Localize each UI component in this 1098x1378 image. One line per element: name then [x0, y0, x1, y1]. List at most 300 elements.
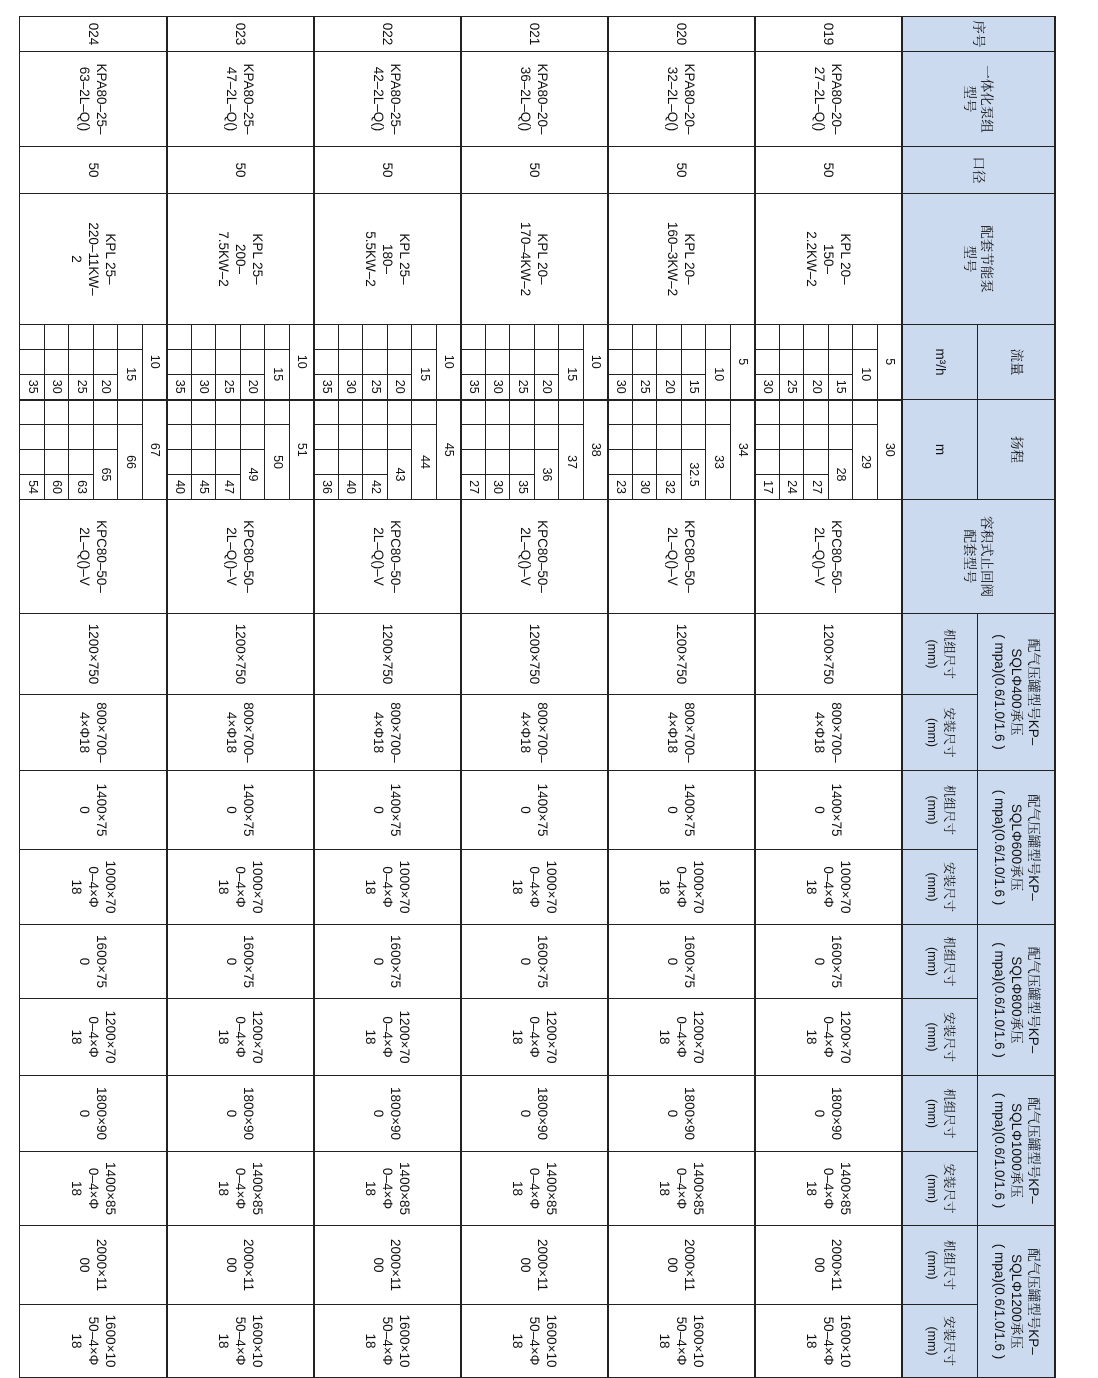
- cell-head: 65: [94, 450, 119, 500]
- cell-spacer: [45, 325, 70, 350]
- cell-flow: 15: [829, 375, 854, 400]
- cell-valve: KPC80–50– 2L–Q()–V: [167, 500, 314, 614]
- cell-head: 32.5: [682, 450, 707, 500]
- cell-tank-install-size: 1600×10 50–4×Φ 18: [20, 1305, 167, 1378]
- cell-head: 30: [486, 475, 511, 500]
- cell-spacer: [510, 325, 535, 350]
- cell-spacer: [241, 400, 266, 425]
- cell-spacer: [20, 400, 45, 425]
- cell-head: 35: [510, 475, 535, 500]
- cell-spacer: [755, 350, 780, 375]
- cell-spacer: [780, 450, 805, 475]
- cell-spacer: [853, 325, 878, 350]
- cell-tank-install-size: 1600×10 50–4×Φ 18: [314, 1305, 461, 1378]
- cell-head: 50: [265, 425, 290, 500]
- header-tank-800: 配气压罐型号KP– SQLΦ800承压 ( mpa)(0.6/1.0/1.6 ): [978, 925, 1055, 1076]
- cell-spacer: [216, 350, 241, 375]
- cell-flow: 20: [657, 375, 682, 400]
- cell-valve: KPC80–50– 2L–Q()–V: [314, 500, 461, 614]
- cell-pump: KPL 25– 180– 5.5KW–2: [314, 194, 461, 325]
- cell-flow: 25: [633, 375, 658, 400]
- cell-spacer: [657, 325, 682, 350]
- cell-spacer: [69, 325, 94, 350]
- cell-spacer: [412, 400, 437, 425]
- cell-flow: 20: [535, 375, 560, 400]
- pump-spec-table: [20, 16, 1057, 1378]
- cell-spacer: [461, 425, 486, 450]
- cell-flow: 35: [314, 375, 339, 400]
- cell-flow: 20: [388, 375, 413, 400]
- cell-tank-unit-size: 1200×750: [755, 614, 902, 695]
- cell-spacer: [167, 400, 192, 425]
- cell-spacer: [461, 350, 486, 375]
- cell-spacer: [829, 425, 854, 450]
- cell-tank-unit-size: 2000×11 00: [461, 1226, 608, 1305]
- cell-spacer: [339, 350, 364, 375]
- cell-seq: 021: [461, 17, 608, 52]
- cell-head: 38: [584, 400, 609, 500]
- cell-spacer: [486, 325, 511, 350]
- cell-diameter: 50: [20, 147, 167, 194]
- cell-spacer: [94, 325, 119, 350]
- cell-tank-install-size: 1000×70 0–4×Φ 18: [314, 850, 461, 925]
- cell-spacer: [682, 425, 707, 450]
- cell-tank-unit-size: 1200×750: [167, 614, 314, 695]
- cell-tank-install-size: 800×700– 4×Φ18: [314, 695, 461, 771]
- cell-tank-install-size: 1000×70 0–4×Φ 18: [755, 850, 902, 925]
- cell-spacer: [314, 400, 339, 425]
- cell-tank-install-size: 1400×85 0–4×Φ 18: [608, 1152, 755, 1226]
- cell-spacer: [94, 400, 119, 425]
- cell-tank-unit-size: 2000×11 00: [608, 1226, 755, 1305]
- cell-spacer: [657, 400, 682, 425]
- cell-tank-install-size: 1200×70 0–4×Φ 18: [314, 999, 461, 1076]
- cell-spacer: [192, 400, 217, 425]
- cell-tank-install-size: 1000×70 0–4×Φ 18: [608, 850, 755, 925]
- cell-flow: 25: [216, 375, 241, 400]
- cell-spacer: [633, 350, 658, 375]
- cell-head: 44: [412, 425, 437, 500]
- cell-flow: 10: [143, 325, 168, 400]
- cell-head: 47: [216, 475, 241, 500]
- cell-flow: 20: [241, 375, 266, 400]
- cell-spacer: [192, 425, 217, 450]
- cell-flow: 10: [290, 325, 315, 400]
- header-size-install: 安装尺寸 (mm): [902, 695, 978, 771]
- cell-spacer: [314, 450, 339, 475]
- cell-flow: 30: [486, 375, 511, 400]
- header-size-unit: 机组尺寸 (mm): [902, 1226, 978, 1305]
- cell-diameter: 50: [755, 147, 902, 194]
- cell-spacer: [804, 325, 829, 350]
- cell-diameter: 50: [314, 147, 461, 194]
- cell-tank-unit-size: 1800×90 0: [167, 1076, 314, 1152]
- cell-model: KPA80–25– 63–2L–Q(): [20, 52, 167, 147]
- cell-flow: 10: [437, 325, 462, 400]
- cell-tank-unit-size: 1200×750: [461, 614, 608, 695]
- cell-flow: 15: [412, 350, 437, 400]
- cell-tank-unit-size: 2000×11 00: [20, 1226, 167, 1305]
- cell-valve: KPC80–50– 2L–Q()–V: [461, 500, 608, 614]
- table-row: [290, 17, 315, 1378]
- cell-tank-unit-size: 2000×11 00: [167, 1226, 314, 1305]
- cell-flow: 35: [461, 375, 486, 400]
- cell-tank-install-size: 1200×70 0–4×Φ 18: [167, 999, 314, 1076]
- header-seq: 序号: [902, 17, 1055, 52]
- cell-flow: 15: [559, 350, 584, 400]
- cell-head: 29: [853, 425, 878, 500]
- cell-spacer: [608, 400, 633, 425]
- cell-spacer: [633, 425, 658, 450]
- cell-head: 63: [69, 475, 94, 500]
- cell-head: 36: [314, 475, 339, 500]
- cell-spacer: [118, 325, 143, 350]
- cell-head: 32: [657, 475, 682, 500]
- cell-tank-unit-size: 1400×75 0: [461, 771, 608, 850]
- cell-head: 43: [388, 450, 413, 500]
- cell-spacer: [167, 450, 192, 475]
- cell-head: 36: [535, 450, 560, 500]
- cell-spacer: [804, 450, 829, 475]
- cell-tank-install-size: 800×700– 4×Φ18: [461, 695, 608, 771]
- cell-flow: 30: [339, 375, 364, 400]
- cell-head: 60: [45, 475, 70, 500]
- header-diameter: 口径: [902, 147, 1055, 194]
- header-size-unit: 机组尺寸 (mm): [902, 771, 978, 850]
- cell-spacer: [192, 350, 217, 375]
- cell-tank-install-size: 1000×70 0–4×Φ 18: [20, 850, 167, 925]
- cell-head: 67: [143, 400, 168, 500]
- cell-spacer: [510, 400, 535, 425]
- cell-spacer: [657, 450, 682, 475]
- cell-pump: KPL 20– 150– 2.2KW–2: [755, 194, 902, 325]
- cell-spacer: [192, 325, 217, 350]
- cell-tank-install-size: 1400×85 0–4×Φ 18: [20, 1152, 167, 1226]
- cell-flow: 5: [731, 325, 756, 400]
- cell-model: KPA80–25– 42–2L–Q(): [314, 52, 461, 147]
- cell-spacer: [780, 425, 805, 450]
- cell-spacer: [339, 450, 364, 475]
- cell-spacer: [216, 325, 241, 350]
- header-head-unit: m: [902, 400, 978, 500]
- cell-spacer: [510, 425, 535, 450]
- cell-spacer: [363, 350, 388, 375]
- cell-pump: KPL 20– 160–3KW–2: [608, 194, 755, 325]
- cell-spacer: [682, 325, 707, 350]
- cell-spacer: [486, 425, 511, 450]
- cell-head: 30: [633, 475, 658, 500]
- header-pump: 配套节能泵 型号: [902, 194, 1055, 325]
- header-tank-600: 配气压罐型号KP– SQLΦ600承压 ( mpa)(0.6/1.0/1.6 ): [978, 771, 1055, 925]
- cell-flow: 30: [192, 375, 217, 400]
- cell-diameter: 50: [461, 147, 608, 194]
- cell-head: 49: [241, 450, 266, 500]
- cell-spacer: [412, 325, 437, 350]
- header-tank-1200: 配气压罐型号KP– SQLΦ1200承压 ( mpa)(0.6/1.0/1.6 ): [978, 1226, 1055, 1378]
- cell-valve: KPC80–50– 2L–Q()–V: [20, 500, 167, 614]
- cell-spacer: [363, 400, 388, 425]
- cell-flow: 10: [584, 325, 609, 400]
- cell-diameter: 50: [167, 147, 314, 194]
- cell-spacer: [388, 350, 413, 375]
- cell-tank-unit-size: 1800×90 0: [755, 1076, 902, 1152]
- cell-head: 45: [192, 475, 217, 500]
- cell-flow: 5: [878, 325, 903, 400]
- cell-spacer: [314, 350, 339, 375]
- cell-flow: 25: [510, 375, 535, 400]
- cell-spacer: [20, 325, 45, 350]
- cell-spacer: [45, 425, 70, 450]
- header-flow-unit: m³/h: [902, 325, 978, 400]
- cell-pump: KPL 20– 170–4KW–2: [461, 194, 608, 325]
- cell-spacer: [682, 350, 707, 375]
- cell-spacer: [486, 350, 511, 375]
- cell-pump: KPL 25– 200– 7.5KW–2: [167, 194, 314, 325]
- cell-tank-unit-size: 2000×11 00: [755, 1226, 902, 1305]
- cell-head: 27: [461, 475, 486, 500]
- cell-spacer: [608, 350, 633, 375]
- table-row: [584, 17, 609, 1378]
- cell-flow: 20: [94, 375, 119, 400]
- cell-tank-install-size: 1600×10 50–4×Φ 18: [608, 1305, 755, 1378]
- cell-head: 51: [290, 400, 315, 500]
- cell-tank-install-size: 800×700– 4×Φ18: [608, 695, 755, 771]
- cell-spacer: [706, 400, 731, 425]
- cell-spacer: [69, 350, 94, 375]
- cell-spacer: [388, 425, 413, 450]
- cell-spacer: [853, 400, 878, 425]
- cell-spacer: [804, 400, 829, 425]
- cell-spacer: [780, 400, 805, 425]
- cell-head: 45: [437, 400, 462, 500]
- cell-flow: 30: [608, 375, 633, 400]
- cell-spacer: [167, 425, 192, 450]
- cell-spacer: [535, 325, 560, 350]
- cell-flow: 30: [45, 375, 70, 400]
- cell-spacer: [363, 325, 388, 350]
- cell-tank-install-size: 1200×70 0–4×Φ 18: [461, 999, 608, 1076]
- cell-spacer: [69, 425, 94, 450]
- header-tank-400: 配气压罐型号KP– SQLΦ400承压 ( mpa)(0.6/1.0/1.6 ): [978, 614, 1055, 771]
- cell-tank-unit-size: 1800×90 0: [608, 1076, 755, 1152]
- cell-spacer: [339, 400, 364, 425]
- cell-flow: 25: [363, 375, 388, 400]
- cell-spacer: [804, 350, 829, 375]
- cell-spacer: [265, 400, 290, 425]
- cell-model: KPA80–20– 27–2L–Q(): [755, 52, 902, 147]
- header-flow: 流量: [978, 325, 1055, 400]
- cell-head: 27: [804, 475, 829, 500]
- cell-spacer: [633, 400, 658, 425]
- cell-spacer: [780, 350, 805, 375]
- cell-head: 40: [339, 475, 364, 500]
- cell-pump: KPL 25– 220–11KW– 2: [20, 194, 167, 325]
- cell-spacer: [755, 325, 780, 350]
- cell-tank-install-size: 1000×70 0–4×Φ 18: [461, 850, 608, 925]
- cell-tank-unit-size: 1200×750: [314, 614, 461, 695]
- cell-spacer: [461, 450, 486, 475]
- cell-spacer: [486, 400, 511, 425]
- cell-tank-install-size: 800×700– 4×Φ18: [755, 695, 902, 771]
- cell-head: 34: [731, 400, 756, 500]
- cell-spacer: [633, 325, 658, 350]
- cell-model: KPA80–20– 32–2L–Q(): [608, 52, 755, 147]
- header-head: 扬程: [978, 400, 1055, 500]
- cell-valve: KPC80–50– 2L–Q()–V: [755, 500, 902, 614]
- header-tank-1000: 配气压罐型号KP– SQLΦ1000承压 ( mpa)(0.6/1.0/1.6 ): [978, 1076, 1055, 1226]
- cell-spacer: [486, 450, 511, 475]
- header-valve: 容积式止回阀 配套型号: [902, 500, 1055, 614]
- cell-tank-unit-size: 1400×75 0: [755, 771, 902, 850]
- header-size-install: 安装尺寸 (mm): [902, 999, 978, 1076]
- cell-flow: 25: [780, 375, 805, 400]
- cell-head: 66: [118, 425, 143, 500]
- header-size-install: 安装尺寸 (mm): [902, 1152, 978, 1226]
- header-size-unit: 机组尺寸 (mm): [902, 925, 978, 999]
- cell-tank-install-size: 1400×85 0–4×Φ 18: [167, 1152, 314, 1226]
- cell-flow: 10: [706, 350, 731, 400]
- cell-seq: 019: [755, 17, 902, 52]
- cell-spacer: [94, 425, 119, 450]
- cell-tank-install-size: 1200×70 0–4×Φ 18: [755, 999, 902, 1076]
- cell-spacer: [314, 425, 339, 450]
- cell-flow: 25: [69, 375, 94, 400]
- cell-tank-unit-size: 1800×90 0: [314, 1076, 461, 1152]
- cell-spacer: [69, 400, 94, 425]
- cell-tank-unit-size: 1400×75 0: [20, 771, 167, 850]
- cell-spacer: [657, 350, 682, 375]
- cell-spacer: [388, 400, 413, 425]
- cell-tank-unit-size: 2000×11 00: [314, 1226, 461, 1305]
- table-row: [143, 17, 168, 1378]
- cell-spacer: [657, 425, 682, 450]
- cell-spacer: [510, 450, 535, 475]
- cell-flow: 35: [20, 375, 45, 400]
- cell-head: 30: [878, 400, 903, 500]
- cell-spacer: [461, 325, 486, 350]
- cell-head: 54: [20, 475, 45, 500]
- header-model: 一体化泵组 型号: [902, 52, 1055, 147]
- cell-spacer: [216, 425, 241, 450]
- cell-spacer: [339, 325, 364, 350]
- cell-tank-unit-size: 1400×75 0: [314, 771, 461, 850]
- cell-head: 33: [706, 425, 731, 500]
- cell-seq: 022: [314, 17, 461, 52]
- cell-tank-unit-size: 1600×75 0: [755, 925, 902, 999]
- cell-spacer: [829, 400, 854, 425]
- cell-tank-install-size: 1400×85 0–4×Φ 18: [461, 1152, 608, 1226]
- cell-spacer: [363, 425, 388, 450]
- cell-spacer: [363, 450, 388, 475]
- cell-tank-install-size: 1600×10 50–4×Φ 18: [461, 1305, 608, 1378]
- cell-spacer: [510, 350, 535, 375]
- cell-tank-unit-size: 1400×75 0: [608, 771, 755, 850]
- cell-flow: 15: [265, 350, 290, 400]
- cell-spacer: [241, 350, 266, 375]
- cell-tank-install-size: 800×700– 4×Φ18: [167, 695, 314, 771]
- cell-spacer: [192, 450, 217, 475]
- cell-tank-unit-size: 1400×75 0: [167, 771, 314, 850]
- cell-flow: 20: [804, 375, 829, 400]
- cell-spacer: [265, 325, 290, 350]
- cell-seq: 023: [167, 17, 314, 52]
- cell-seq: 020: [608, 17, 755, 52]
- cell-spacer: [20, 450, 45, 475]
- cell-spacer: [706, 325, 731, 350]
- cell-flow: 30: [755, 375, 780, 400]
- cell-flow: 10: [853, 350, 878, 400]
- cell-spacer: [314, 325, 339, 350]
- cell-tank-install-size: 1200×70 0–4×Φ 18: [608, 999, 755, 1076]
- table-row: [731, 17, 756, 1378]
- header-size-install: 安装尺寸 (mm): [902, 1305, 978, 1378]
- cell-seq: 024: [20, 17, 167, 52]
- cell-spacer: [682, 400, 707, 425]
- cell-spacer: [535, 400, 560, 425]
- cell-spacer: [559, 400, 584, 425]
- cell-tank-install-size: 1400×85 0–4×Φ 18: [755, 1152, 902, 1226]
- cell-head: 40: [167, 475, 192, 500]
- cell-spacer: [94, 350, 119, 375]
- cell-tank-unit-size: 1600×75 0: [608, 925, 755, 999]
- cell-spacer: [118, 400, 143, 425]
- cell-spacer: [755, 425, 780, 450]
- cell-spacer: [216, 400, 241, 425]
- cell-head: 17: [755, 475, 780, 500]
- cell-spacer: [755, 400, 780, 425]
- cell-head: 23: [608, 475, 633, 500]
- cell-tank-install-size: 1200×70 0–4×Φ 18: [20, 999, 167, 1076]
- cell-spacer: [755, 450, 780, 475]
- cell-flow: 15: [682, 375, 707, 400]
- cell-tank-unit-size: 1600×75 0: [20, 925, 167, 999]
- cell-spacer: [559, 325, 584, 350]
- header-size-install: 安装尺寸 (mm): [902, 850, 978, 925]
- cell-tank-unit-size: 1800×90 0: [461, 1076, 608, 1152]
- cell-tank-unit-size: 1200×750: [20, 614, 167, 695]
- cell-tank-install-size: 1600×10 50–4×Φ 18: [755, 1305, 902, 1378]
- cell-spacer: [167, 325, 192, 350]
- cell-spacer: [461, 400, 486, 425]
- cell-spacer: [167, 350, 192, 375]
- cell-head: 24: [780, 475, 805, 500]
- table-row: [437, 17, 462, 1378]
- cell-spacer: [241, 325, 266, 350]
- cell-spacer: [45, 450, 70, 475]
- cell-tank-install-size: 1600×10 50–4×Φ 18: [167, 1305, 314, 1378]
- table-row: [878, 17, 903, 1378]
- cell-spacer: [45, 350, 70, 375]
- cell-spacer: [608, 425, 633, 450]
- cell-tank-install-size: 1400×85 0–4×Φ 18: [314, 1152, 461, 1226]
- cell-tank-unit-size: 1600×75 0: [167, 925, 314, 999]
- table-body: [20, 17, 902, 1378]
- cell-flow: 15: [118, 350, 143, 400]
- cell-tank-unit-size: 1600×75 0: [314, 925, 461, 999]
- cell-spacer: [20, 350, 45, 375]
- cell-tank-unit-size: 1200×750: [608, 614, 755, 695]
- header-size-unit: 机组尺寸 (mm): [902, 614, 978, 695]
- cell-spacer: [20, 425, 45, 450]
- cell-spacer: [608, 325, 633, 350]
- cell-flow: 35: [167, 375, 192, 400]
- cell-tank-install-size: 800×700– 4×Φ18: [20, 695, 167, 771]
- cell-spacer: [45, 400, 70, 425]
- cell-diameter: 50: [608, 147, 755, 194]
- cell-model: KPA80–25– 47–2L–Q(): [167, 52, 314, 147]
- header-size-unit: 机组尺寸 (mm): [902, 1076, 978, 1152]
- cell-spacer: [241, 425, 266, 450]
